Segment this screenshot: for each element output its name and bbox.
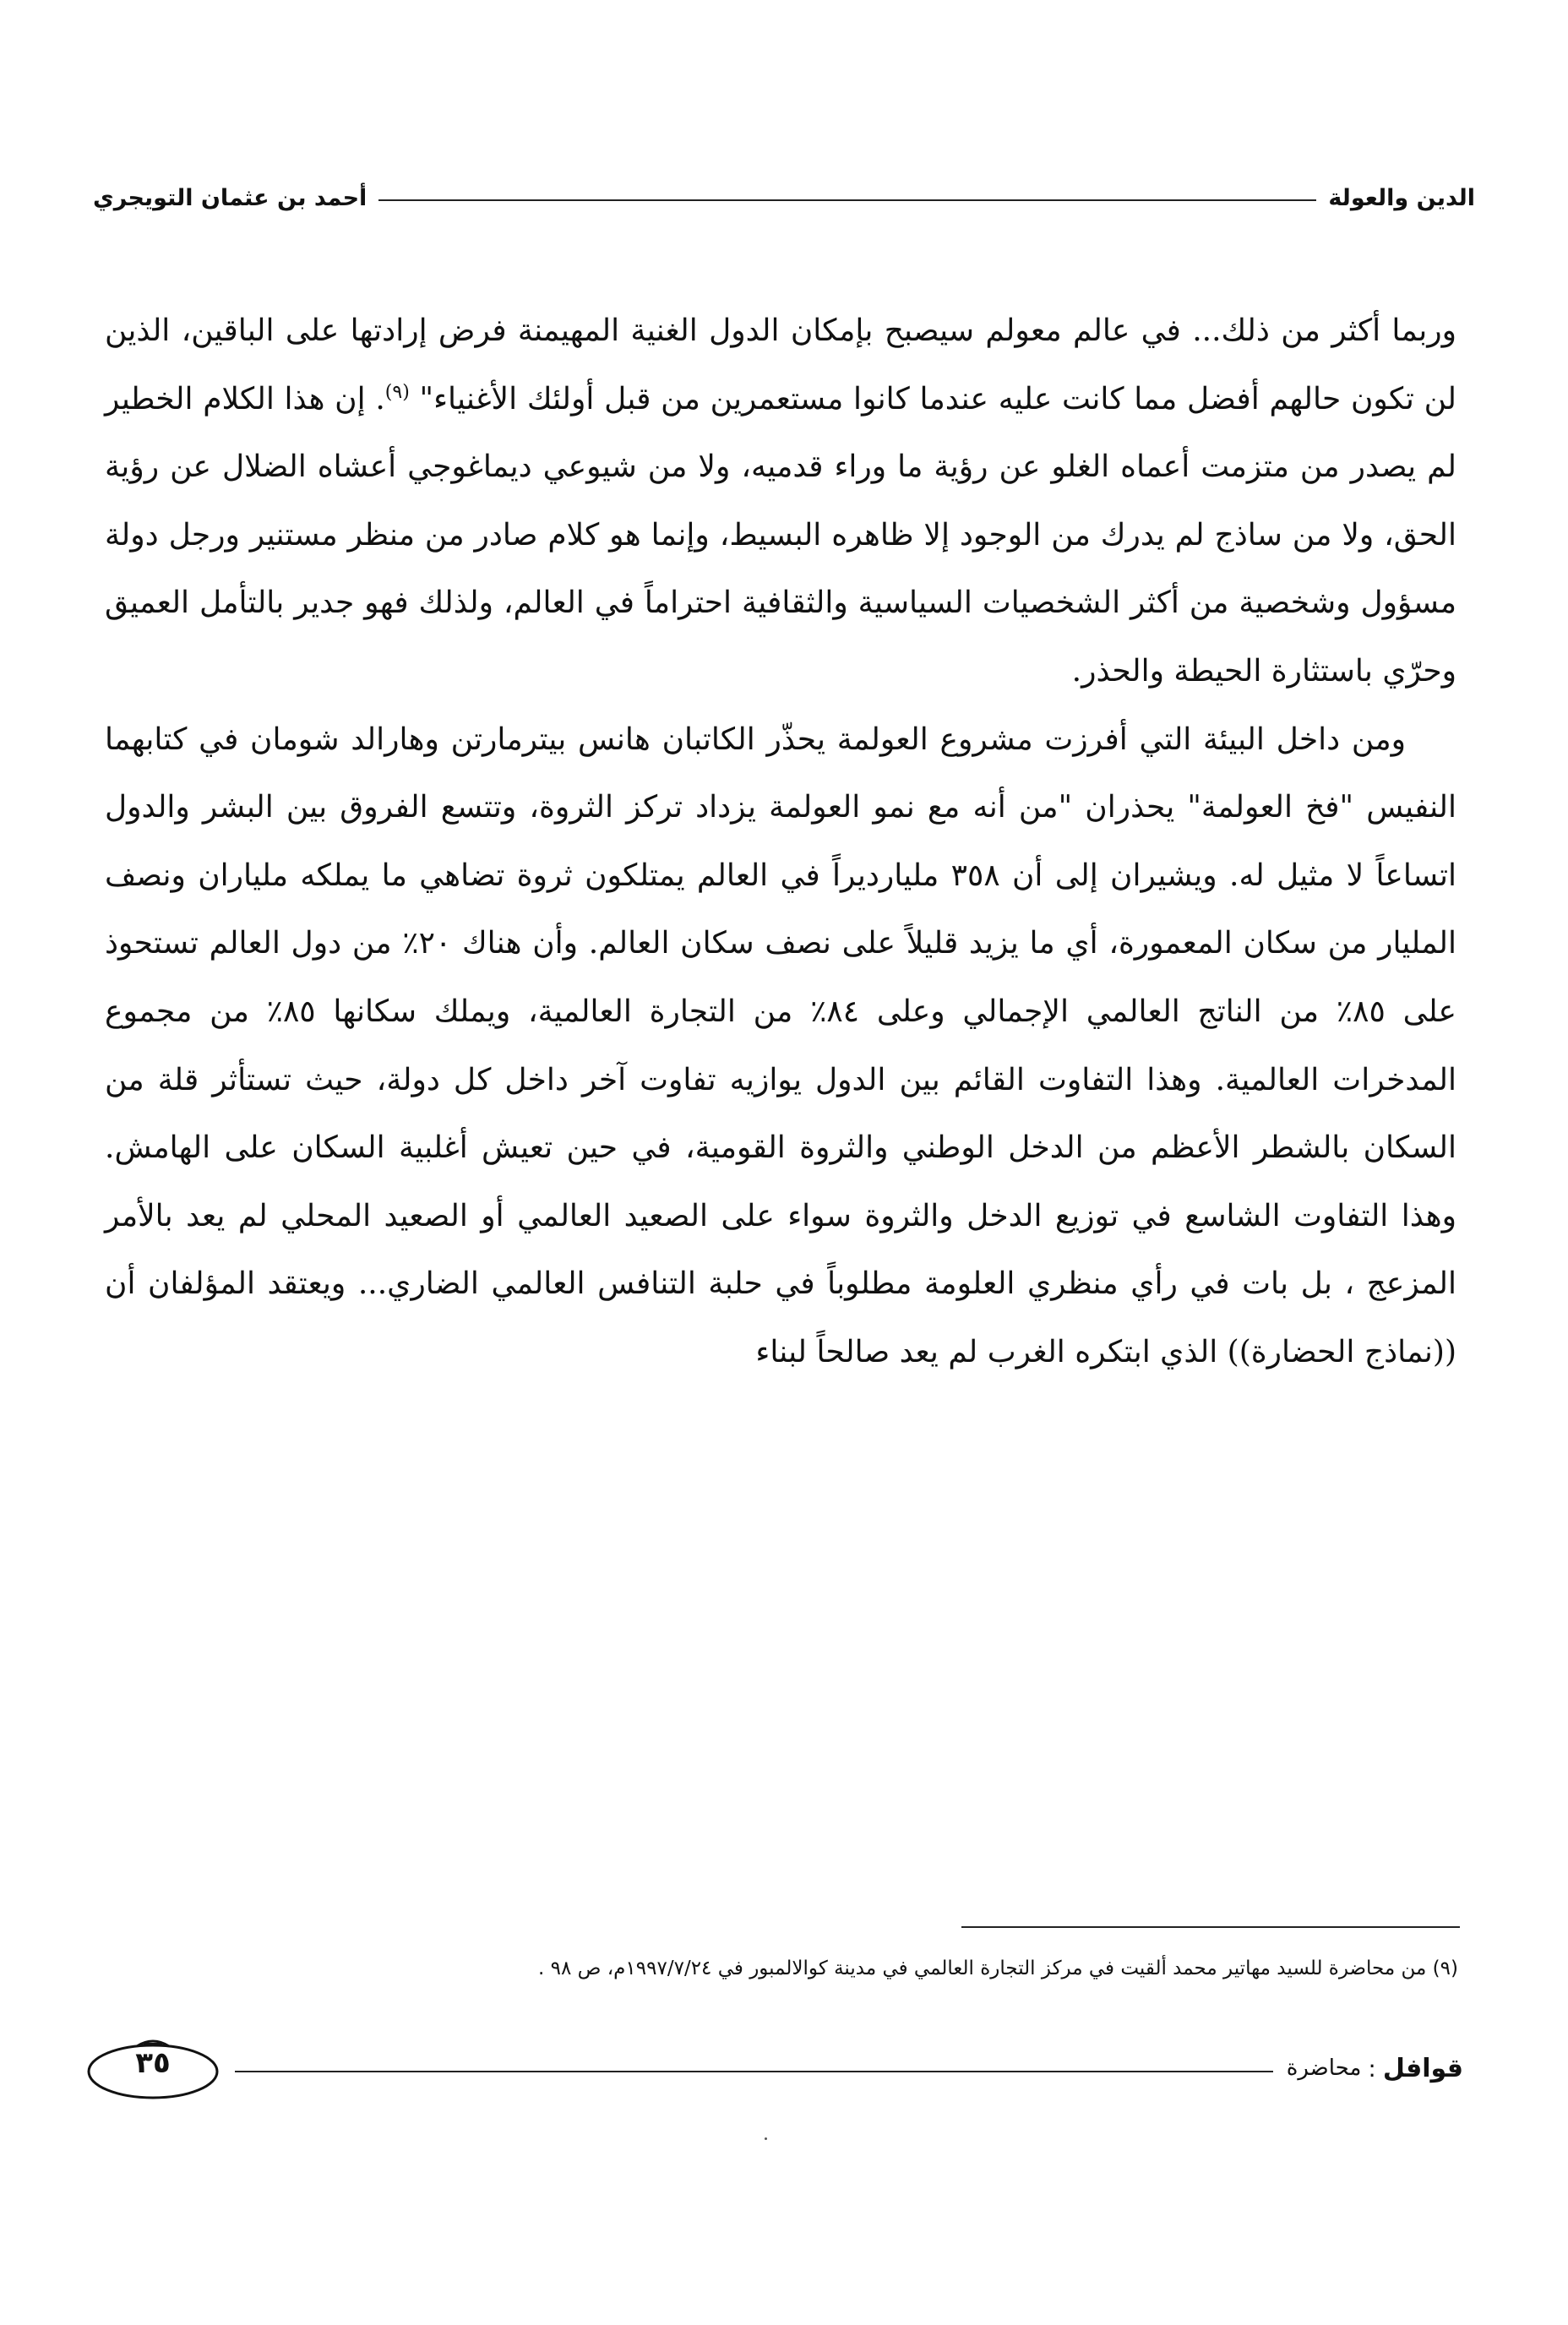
footnote-marker: (٩) [1432, 1957, 1458, 1979]
body-text [105, 297, 1456, 1387]
scan-speck [765, 2137, 767, 2140]
footnote-text: من محاضرة للسيد مهاتير محمد ألقيت في مركز التجارة العالمي في مدينة كوالالمبور في ١٩٩٧/٧/٢٤م، ص ٩٨ . [537, 1957, 1427, 1979]
footnote-reference[interactable]: (٩) [384, 381, 410, 403]
footer-colon: : [1368, 2054, 1376, 2083]
paragraph-1 [105, 297, 1456, 706]
page-number: ٣٥ [135, 2046, 171, 2080]
page-number-badge [84, 2034, 221, 2102]
footnote-rule [961, 1926, 1460, 1928]
footer-section: محاضرة [1286, 2055, 1362, 2081]
footer-journal-name: قوافل [1382, 2053, 1463, 2083]
running-footer [84, 2028, 1463, 2109]
running-header [93, 176, 1475, 220]
paragraph-1-text-before: وربما أكثر من ذلك... في عالم معولم سيصبح بإمكان الدول الغنية المهيمنة فرض إرادتها على الباقين، الذين لن تكون حالهم أفضل مما كانت عليه عندما كانوا مستعمرين من قبل أولئك الأغنياء" [105, 313, 1456, 417]
footnote [105, 1953, 1458, 1984]
footer-rule [235, 2071, 1273, 2072]
header-author: أحمد بن عثمان التويجري [93, 184, 368, 211]
paragraph-1-text-after: . إن هذا الكلام الخطير لم يصدر من متزمت أعماه الغلو عن رؤية ما وراء قدميه، ولا من شيوعي ديماغوجي أعشاه الضلال عن رؤية الحق، ولا من ساذج لم يدرك من الوجود إلا ظاهره البسيط، وإنما هو كلام صادر من منظر مستنير ورجل دولة مسؤول وشخصية من أكثر الشخصيات السياسية والثقافية احتراماً في العالم، ولذلك فهو جدير بالتأمل العميق وحرّي باستثارة الحيطة والحذر. [105, 381, 1456, 689]
paragraph-2: ومن داخل البيئة التي أفرزت مشروع العولمة يحذّر الكاتبان هانس بيترمارتن وهارالد شومان في كتابهما النفيس "فخ العولمة" يحذران "من أنه مع نمو العولمة يزداد تركز الثروة، وتتسع الفروق بين البشر والدول اتساعاً لا مثيل له. ويشيران إلى أن ٣٥٨ مليارديراً في العالم يمتلكون ثروة تضاهي ما يملكه ملياران ونصف المليار من سكان المعمورة، أي ما يزيد قليلاً على نصف سكان العالم. وأن هناك ٢٠٪ من دول العالم تستحوذ على ٨٥٪ من الناتج العالمي الإجمالي وعلى ٨٤٪ من التجارة العالمية، ويملك سكانها ٨٥٪ من مجموع المدخرات العالمية. وهذا التفاوت القائم بين الدول يوازيه تفاوت آخر داخل كل دولة، حيث تستأثر قلة من السكان بالشطر الأعظم من الدخل الوطني والثروة القومية، في حين تعيش أغلبية السكان على الهامش. وهذا التفاوت الشاسع في توزيع الدخل والثروة سواء على الصعيد العالمي أو الصعيد المحلي لم يعد بالأمر المزعج ، بل بات في رأي منظري العلومة مطلوباً في حلبة التنافس العالمي الضاري... ويعتقد المؤلفان أن ((نماذج الحضارة)) الذي ابتكره الغرب لم يعد صالحاً لبناء [105, 721, 1456, 1369]
header-section-title: الدين والعولة [1328, 184, 1475, 211]
header-rule [378, 199, 1316, 201]
